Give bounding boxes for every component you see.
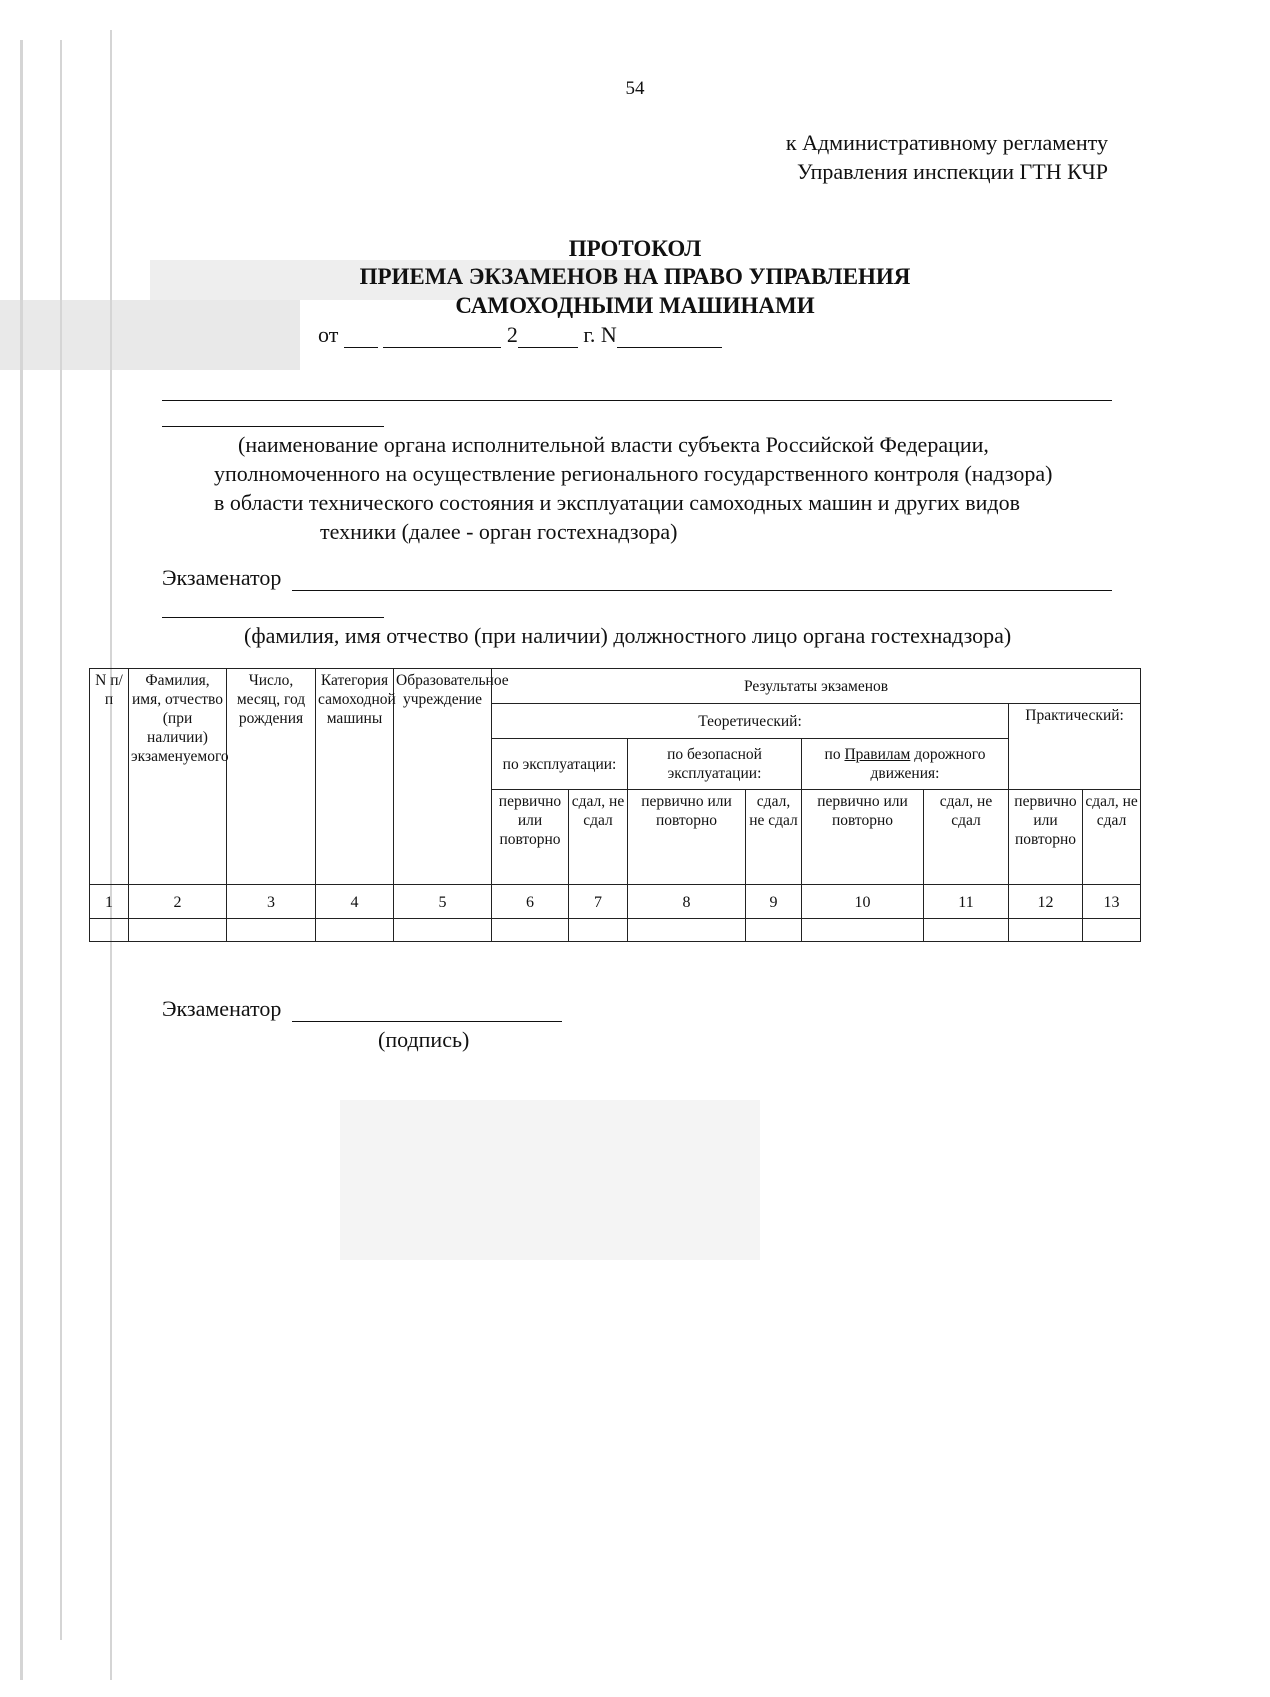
header-row-1 [90, 669, 1141, 704]
practical-header: Практический: [1009, 704, 1141, 790]
rules-link[interactable]: Правилам [844, 746, 911, 763]
appendix-line-2: Управления инспекции ГТН КЧР [796, 159, 1108, 184]
year-blank[interactable] [518, 327, 578, 348]
table-cell[interactable] [569, 919, 628, 942]
column-number: 3 [227, 885, 316, 919]
examiner-caption: (фамилия, имя отчество (при наличии) должностного лицо органа гостехнадзора) [244, 623, 1012, 648]
passed-header: сдал, не сдал [746, 790, 802, 885]
results-header: Результаты экзаменов [492, 669, 1141, 704]
protocol-date-line [318, 322, 722, 348]
column-number: 5 [394, 885, 492, 919]
column-number-row [90, 885, 1141, 919]
year-prefix: 2 [506, 322, 518, 347]
signature-caption: (подпись) [378, 1027, 470, 1052]
traffic-rules-subheader [802, 739, 1009, 790]
column-number: 2 [129, 885, 227, 919]
authority-blank-line[interactable] [162, 400, 1112, 401]
table-cell[interactable] [492, 919, 569, 942]
first-or-repeat-header: первично или повторно [1009, 790, 1083, 885]
rules-prefix: по [824, 746, 845, 763]
table-cell[interactable] [924, 919, 1009, 942]
column-number: 11 [924, 885, 1009, 919]
table-cell[interactable] [628, 919, 746, 942]
col-birthdate-header: Число, месяц, год рождения [227, 669, 316, 885]
number-label: г. N [583, 322, 617, 347]
appendix-note [786, 128, 1108, 186]
authority-blank-line-2[interactable] [162, 426, 384, 427]
exam-results-table [89, 668, 1141, 942]
safe-operation-subheader: по безопасной эксплуатации: [628, 739, 802, 790]
page-number: 54 [625, 78, 645, 99]
table-cell[interactable] [227, 919, 316, 942]
column-number: 7 [569, 885, 628, 919]
table-cell[interactable] [129, 919, 227, 942]
rules-suffix: дорожного движения: [870, 746, 986, 782]
first-or-repeat-header: первично или повторно [802, 790, 924, 885]
number-blank[interactable] [617, 327, 722, 348]
examiner-name-line[interactable] [292, 590, 1112, 591]
column-number: 10 [802, 885, 924, 919]
date-from-label: от [318, 322, 339, 347]
authority-caption-line-4: техники (далее - орган гостехнадзора) [320, 519, 678, 544]
authority-caption-line-3: в области технического состояния и эксплуатации самоходных машин и других видов [214, 490, 1020, 515]
first-or-repeat-header: первично или повторно [628, 790, 746, 885]
column-number: 8 [628, 885, 746, 919]
first-or-repeat-header: первично или повторно [492, 790, 569, 885]
signature-line[interactable] [292, 1021, 562, 1022]
column-number: 4 [316, 885, 394, 919]
examiner-name-line-2[interactable] [162, 617, 384, 618]
column-number: 9 [746, 885, 802, 919]
operation-subheader: по эксплуатации: [492, 739, 628, 790]
examiner-label: Экзаменатор [162, 565, 282, 590]
signature-examiner-label: Экзаменатор [162, 996, 282, 1021]
title-line-3: САМОХОДНЫМИ МАШИНАМИ [455, 293, 815, 318]
passed-header: сдал, не сдал [569, 790, 628, 885]
table-cell[interactable] [1009, 919, 1083, 942]
table-cell[interactable] [1083, 919, 1141, 942]
title-line-1: ПРОТОКОЛ [568, 236, 702, 261]
column-number: 6 [492, 885, 569, 919]
col-name-header: Фамилия, имя, отчество (при наличии) экзаменуемого [129, 669, 227, 885]
authority-caption-line-1: (наименование органа исполнительной власти субъекта Российской Федерации, [238, 432, 989, 457]
col-category-header: Категория самоходной машины [316, 669, 394, 885]
passed-header: сдал, не сдал [1083, 790, 1141, 885]
table-cell[interactable] [746, 919, 802, 942]
day-blank[interactable] [344, 327, 378, 348]
column-number: 12 [1009, 885, 1083, 919]
table-cell[interactable] [394, 919, 492, 942]
table-cell[interactable] [316, 919, 394, 942]
table-cell[interactable] [802, 919, 924, 942]
passed-header: сдал, не сдал [924, 790, 1009, 885]
authority-caption-line-2: уполномоченного на осуществление регионального государственного контроля (надзора) [214, 461, 1053, 486]
title-line-2: ПРИЕМА ЭКЗАМЕНОВ НА ПРАВО УПРАВЛЕНИЯ [359, 264, 911, 289]
month-blank[interactable] [383, 327, 501, 348]
column-number: 13 [1083, 885, 1141, 919]
theoretical-header: Теоретический: [492, 704, 1009, 739]
col-number-header: N п/п [90, 669, 129, 885]
appendix-line-1: к Административному регламенту [785, 130, 1108, 155]
col-school-header: Образовательное учреждение [394, 669, 492, 885]
empty-data-row [90, 919, 1141, 942]
column-number: 1 [90, 885, 129, 919]
table-cell[interactable] [90, 919, 129, 942]
